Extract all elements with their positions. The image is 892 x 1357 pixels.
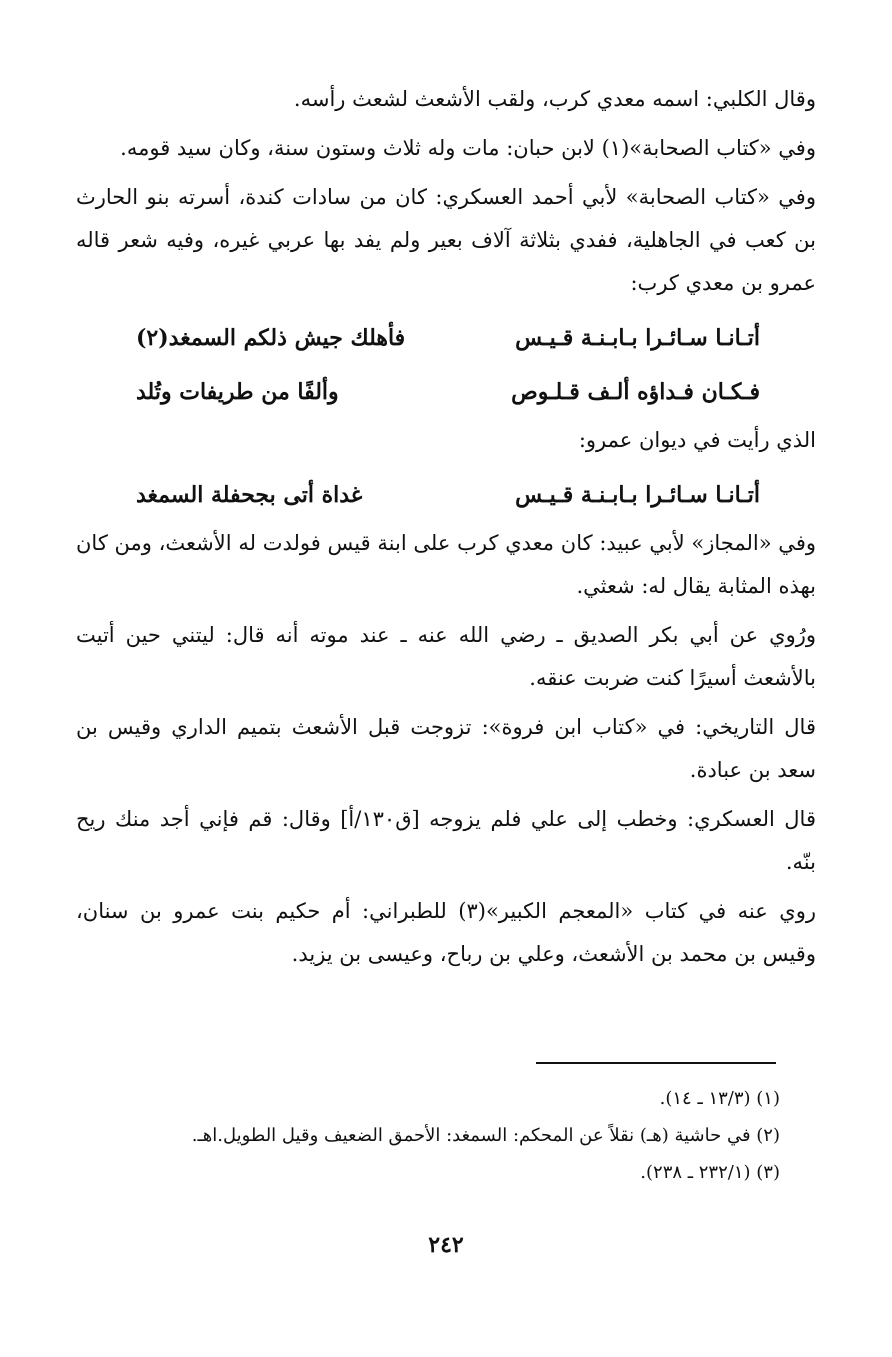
paragraph-diwan: الذي رأيت في ديوان عمرو:	[578, 428, 816, 452]
verse-line-3	[76, 468, 816, 522]
footnote-separator	[536, 1062, 776, 1064]
verse-hemistich-left: فأهلك جيش ذلكم السمغد(٢)	[136, 325, 406, 351]
footnote-1: (١) (١٣/٣ ـ ١٤).	[659, 1088, 780, 1109]
verse-hemistich-right: فـكـان فـداؤه ألـف قـلـوص	[511, 379, 760, 405]
main-text	[76, 78, 816, 982]
footnotes	[96, 1080, 780, 1191]
verse-hemistich-left: وألفًا من طريفات وتُلد	[136, 379, 339, 405]
paragraph-tarikhi: قال التاريخي: في «كتاب ابن فروة»: تزوجت قبل الأشعث بتميم الداري وقيس بن سعد بن عبادة.	[76, 715, 816, 782]
verse-hemistich-right: أتـانـا سـائـرا بـابـنـة قـيـس	[515, 482, 760, 508]
paragraph-majaz: وفي «المجاز» لأبي عبيد: كان معدي كرب على ابنة قيس فولدت له الأشعث، ومن كان بهذه المثابة يقال له: شعثي.	[76, 531, 816, 598]
paragraph-kalbi: وقال الكلبي: اسمه معدي كرب، ولقب الأشعث لشعث رأسه.	[293, 87, 816, 111]
paragraph-abu-bakr: ورُوي عن أبي بكر الصديق ـ رضي الله عنه ـ عند موته أنه قال: ليتني حين أتيت بالأشعث أسيرًا كنت ضربت عنقه.	[76, 623, 816, 690]
verse-line-2	[76, 365, 816, 419]
verse-line-1	[76, 311, 816, 365]
paragraph-askari: وفي «كتاب الصحابة» لأبي أحمد العسكري: كان من سادات كندة، أسرته بنو الحارث بن كعب في الجاهلية، ففدي بثلاثة آلاف بعير ولم يفد بها عربي غيره، وفيه شعر قاله عمرو بن معدي كرب:	[76, 185, 816, 295]
paragraph-askari-2: قال العسكري: وخطب إلى علي فلم يزوجه [ق١٣٠/أ] وقال: قم فإني أجد منك ريح بنّه.	[76, 807, 816, 874]
paragraph-tabarani: روي عنه في كتاب «المعجم الكبير»(٣) للطبراني: أم حكيم بنت عمرو بن سنان، وقيس بن محمد بن الأشعث، وعلي بن رباح، وعيسى بن يزيد.	[76, 899, 816, 966]
verse-hemistich-right: أتـانـا سـائـرا بـابـنـة قـيـس	[515, 325, 760, 351]
paragraph-ibn-hibban: وفي «كتاب الصحابة»(١) لابن حبان: مات وله ثلاث وستون سنة، وكان سيد قومه.	[120, 136, 816, 160]
page-number: ٢٤٢	[428, 1232, 464, 1258]
footnote-2: (٢) في حاشية (هـ) نقلاً عن المحكم: السمغد: الأحمق الضعيف وقيل الطويل.اهـ.	[191, 1125, 780, 1146]
verse-hemistich-left: غداة أتى بجحفلة السمغد	[136, 482, 363, 508]
footnote-3: (٣) (٢٣٢/١ ـ ٢٣٨).	[640, 1162, 780, 1183]
